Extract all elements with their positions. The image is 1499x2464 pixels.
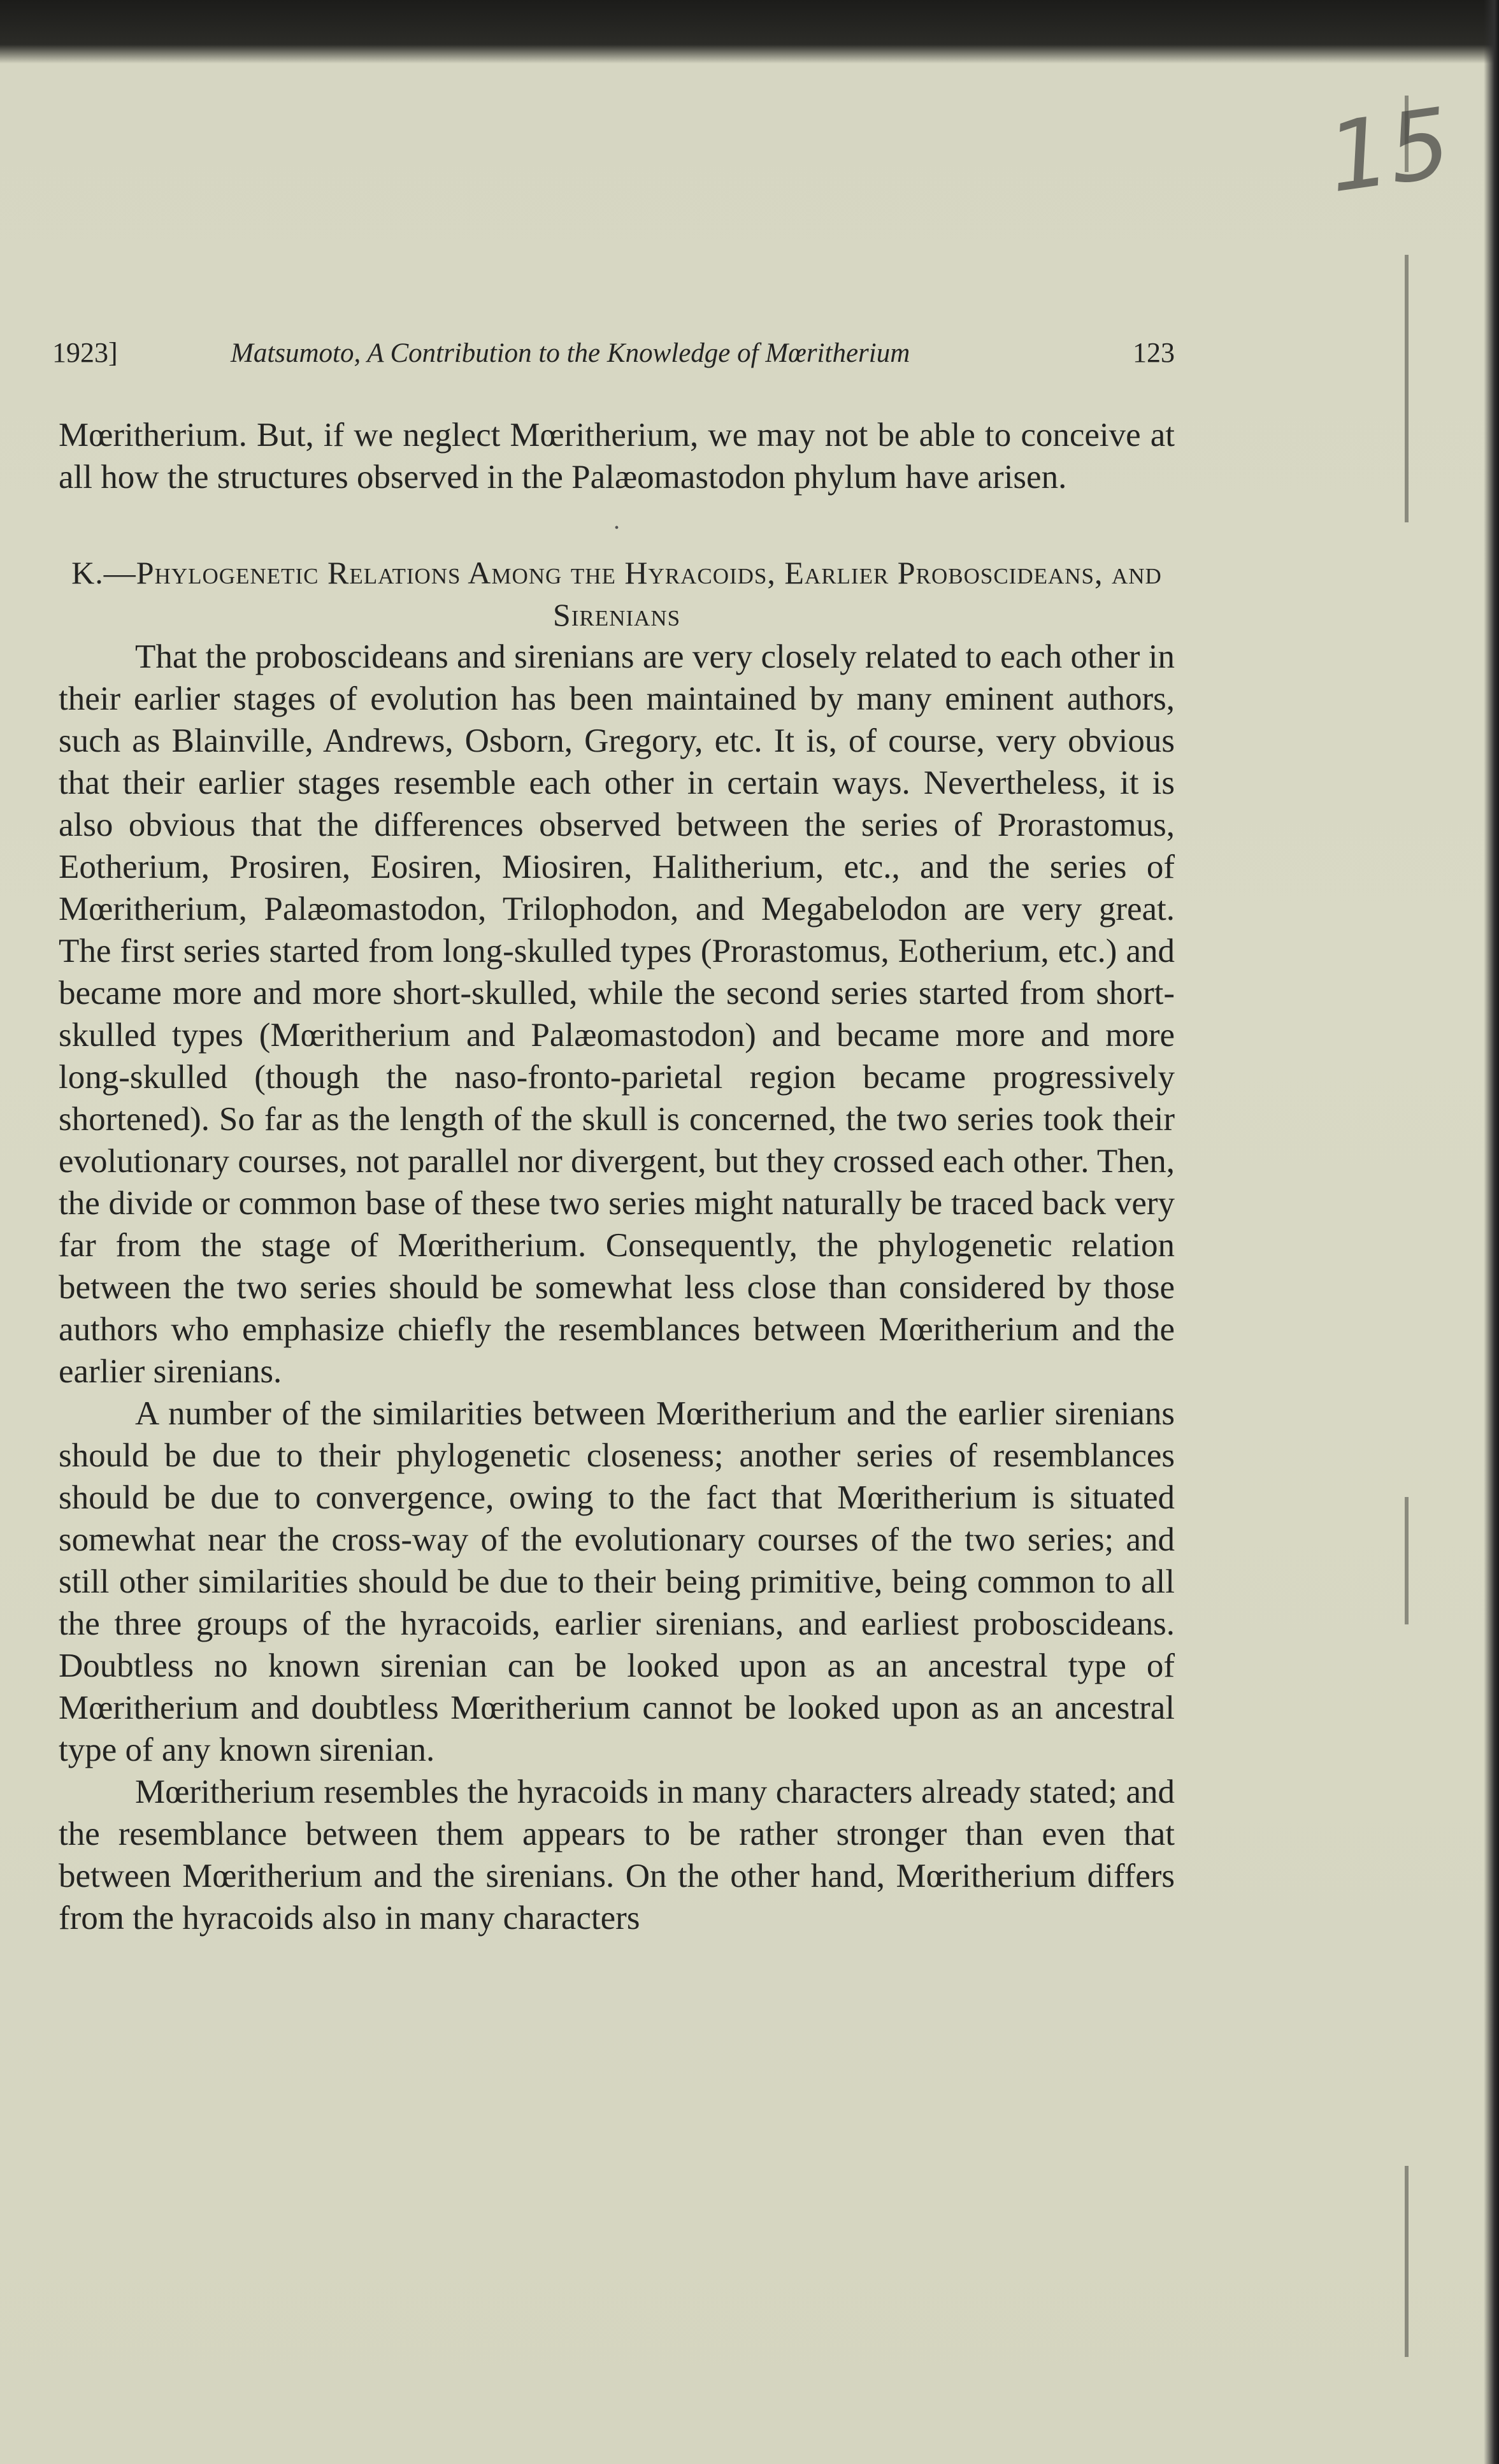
paragraph: A number of the similarities between Mœritherium and the earlier sirenians should be due to their phylogenetic closeness; another series of resemblances should be due to convergence, owing to the fact that Mœritherium is situated somewhat near the cross-way of the evolutionary courses of the two series; and still other similarities should be due to their being primitive, being common to all the three groups of the hyracoids, earlier sirenians, and earliest proboscideans. Doubtless no known sirenian can be looked upon as an ancestral type of Mœritherium and doubtless Mœritherium cannot be looked upon as an ancestral type of any known sirenian. xyxy=(59,1395,1175,1768)
section-heading: K.—Phylogenetic Relations Among the Hyracoids, Earlier Proboscideans, and Sirenians xyxy=(71,555,1162,633)
margin-mark xyxy=(1405,2166,1409,2357)
paragraph: Mœritherium. But, if we neglect Mœritherium, we may not be able to conceive at all how the structures observed in the Palæomastodon phylum have arisen. xyxy=(59,417,1175,496)
running-header xyxy=(52,336,1175,381)
body-text xyxy=(59,414,1175,1939)
scan-top-edge xyxy=(0,0,1499,64)
separator-dot: • xyxy=(614,521,619,535)
page-number: 123 xyxy=(1133,337,1175,368)
paragraph: Mœritherium resembles the hyracoids in many characters already stated; and the resemblance between them appears to be rather stronger than even that between Mœritherium and the sirenians. On the other hand, Mœritherium differs from the hyracoids also in many characters xyxy=(59,1773,1175,1937)
scan-right-edge xyxy=(1484,0,1499,2464)
header-year: 1923] xyxy=(52,337,118,368)
pencil-page-number: 15 xyxy=(1321,87,1458,215)
margin-mark xyxy=(1405,1497,1409,1624)
paragraph: That the proboscideans and sirenians are very closely related to each other in their earlier stages of evolution has been maintained by many eminent authors, such as Blainville, Andrews, Osborn, Gregory, etc. It is, of course, very obvious that their earlier stages resemble each other in certain ways. Nevertheless, it is also obvious that the differences observed between the series of Prorastomus, Eotherium, Prosiren, Eosiren, Miosiren, Halitherium, etc., and the series of Mœritherium, Palæomastodon, Trilophodon, and Megabelodon are very great. The first series started from long-skulled types (Prorastomus, Eotherium, etc.) and became more and more short-skulled, while the second series started from short-skulled types (Mœritherium and Palæomastodon) and became more and more long-skulled (though the naso-fronto-parietal region became progressively shortened). So far as the length of the skull is concerned, the two series took their evolutionary courses, not parallel nor divergent, but they crossed each other. Then, the divide or common base of these two series might naturally be traced back very far from the stage of Mœritherium. Consequently, the phylogenetic relation between the two series should be somewhat less close than considered by those authors who emphasize chiefly the resemblances between Mœritherium and the earlier sirenians. xyxy=(59,638,1175,1390)
margin-mark xyxy=(1405,255,1409,522)
running-title: Matsumoto, A Contribution to the Knowledge of Mœritherium xyxy=(231,338,910,368)
